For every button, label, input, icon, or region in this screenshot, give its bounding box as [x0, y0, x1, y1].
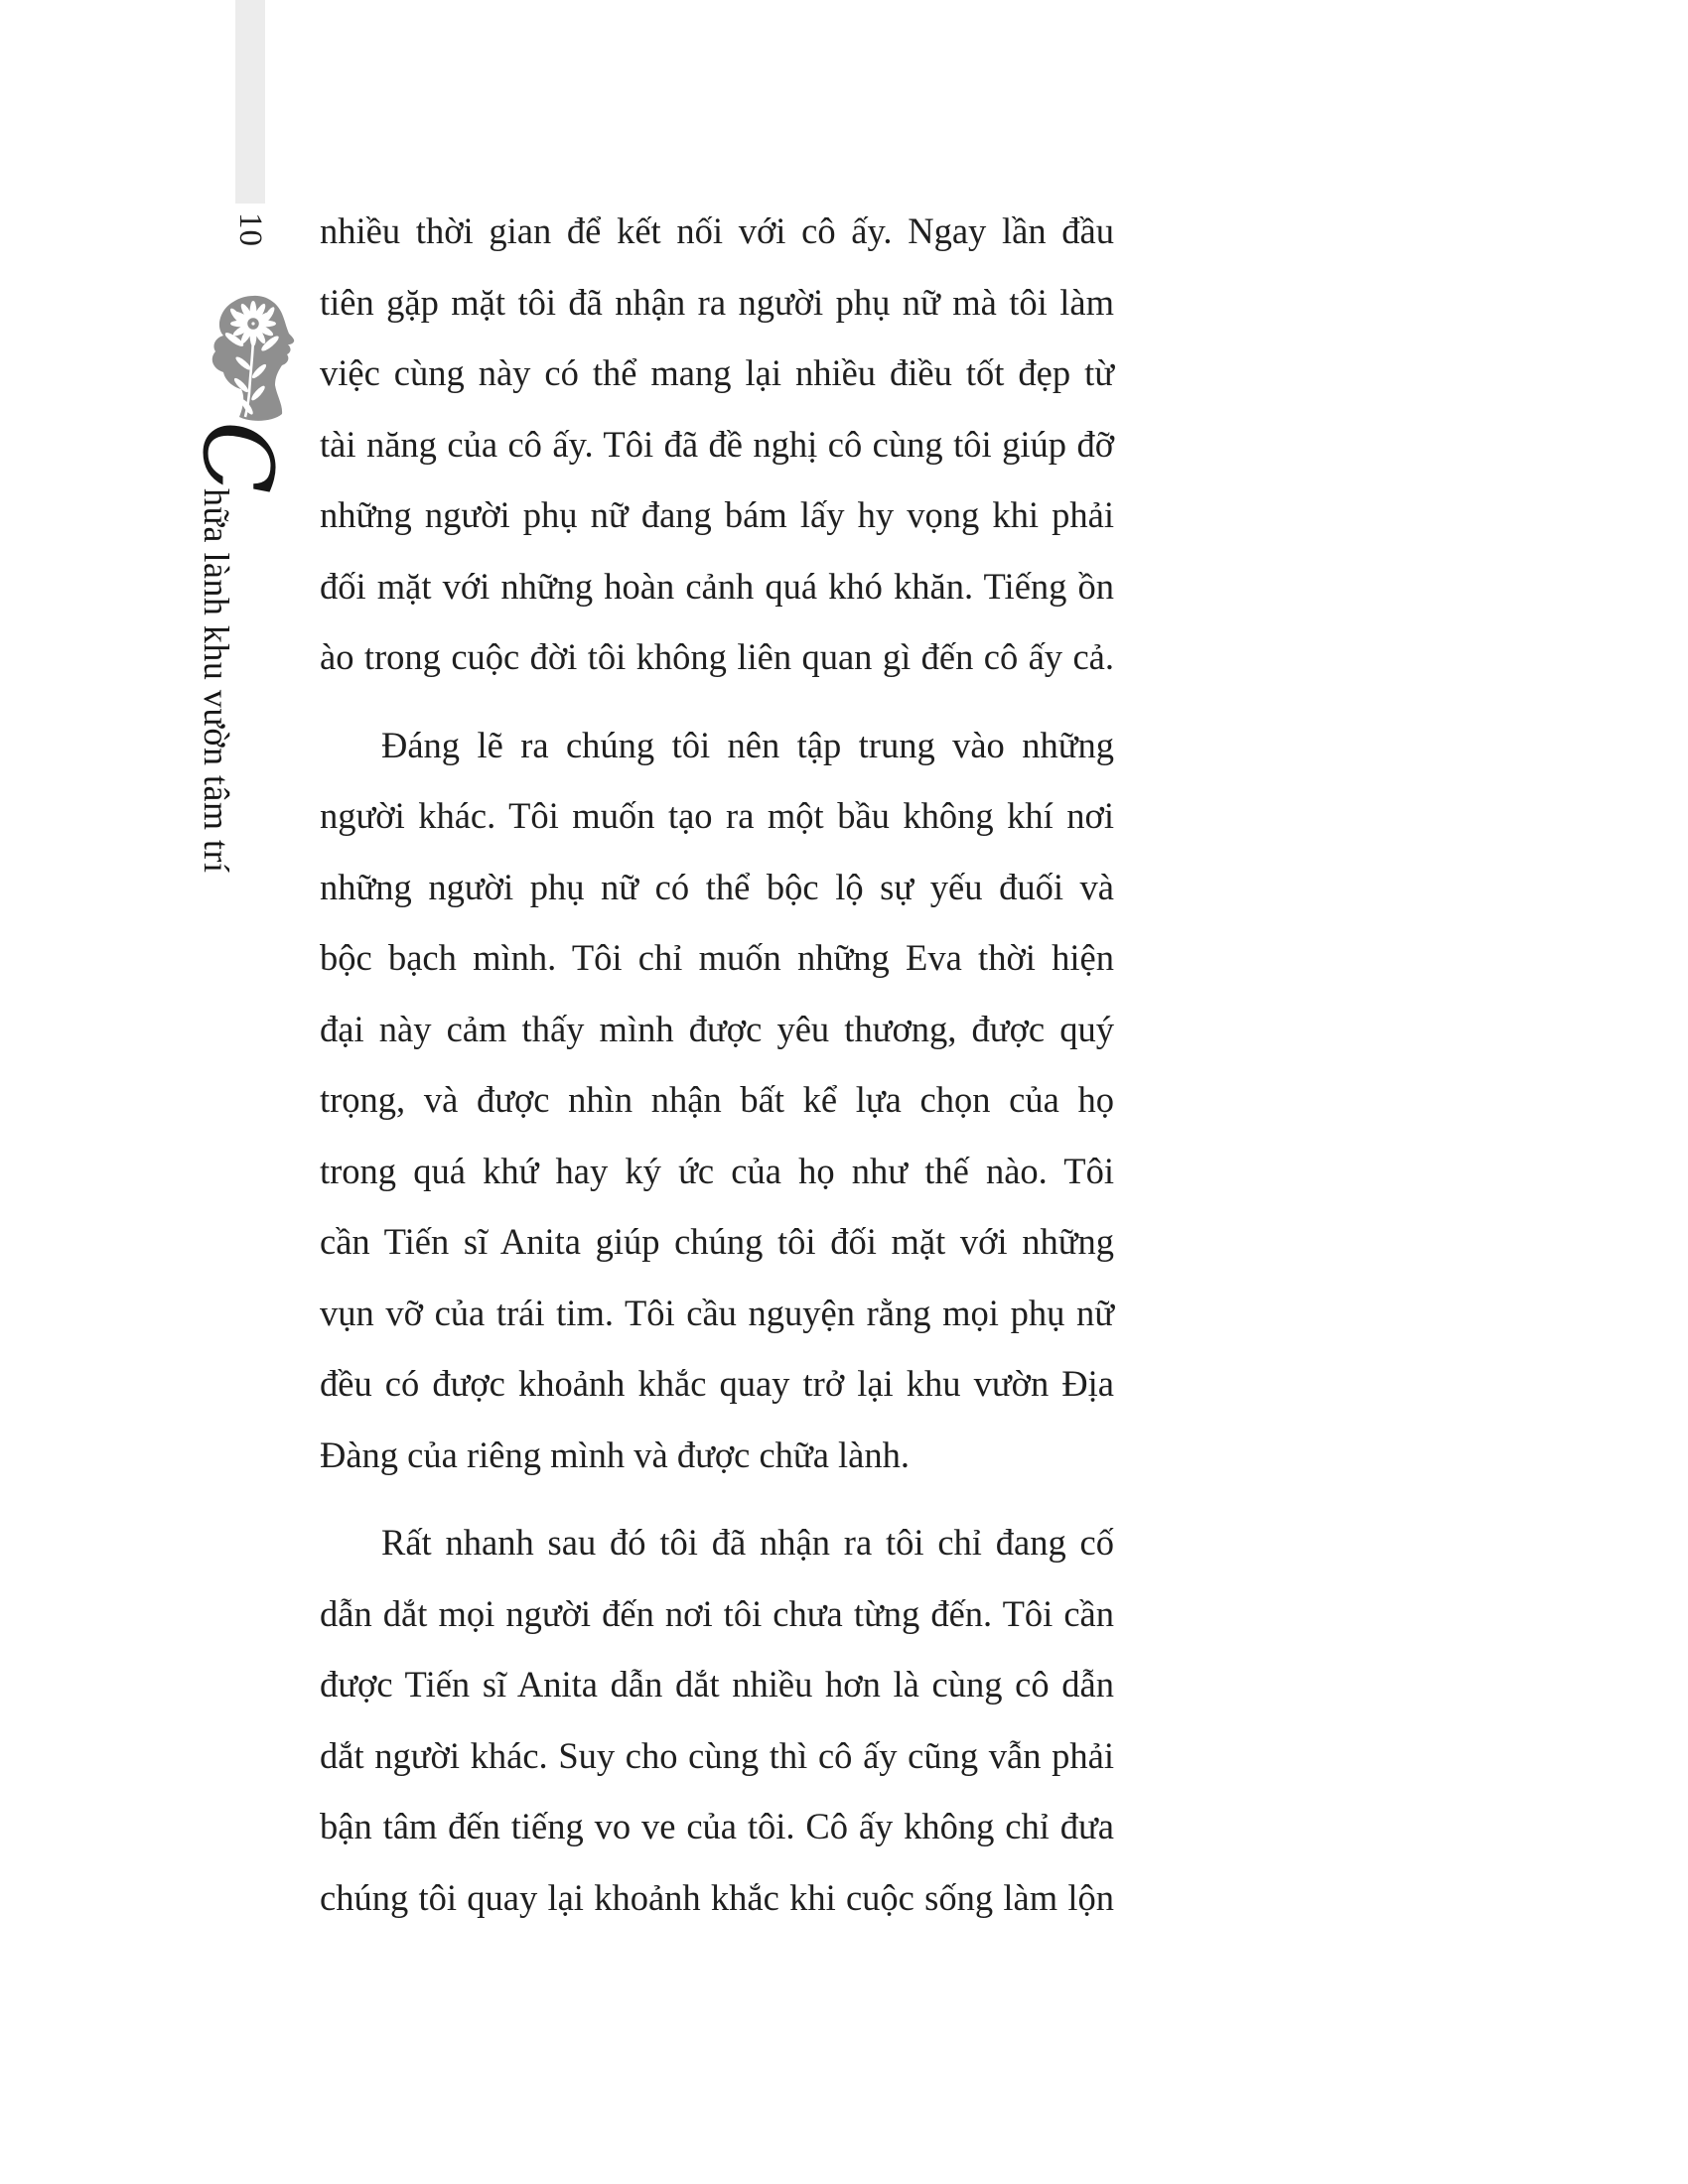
text-line: Rất nhanh sau đó tôi đã nhận ra tôi chỉ đang cố	[381, 1522, 1114, 1563]
book-title-vertical	[182, 421, 293, 874]
page-number: 10	[232, 212, 268, 247]
text-line: cần Tiến sĩ Anita giúp chúng tôi đối mặt với những	[320, 1221, 1114, 1262]
text-line: ào trong cuộc đời tôi không liên quan gì đến cô ấy cả.	[320, 636, 1114, 677]
body-text	[320, 196, 1114, 1933]
text-line: người khác. Tôi muốn tạo ra một bầu không khí nơi	[320, 795, 1114, 836]
paragraph	[320, 196, 1114, 693]
text-line: Đàng của riêng mình và được chữa lành.	[320, 1433, 910, 1475]
paragraph	[320, 1507, 1114, 1933]
text-line: dẫn dắt mọi người đến nơi tôi chưa từng đến. Tôi cần	[320, 1592, 1114, 1634]
text-line: trọng, và được nhìn nhận bất kể lựa chọn của họ	[320, 1079, 1114, 1120]
book-title-initial: C	[182, 421, 293, 494]
text-line: những người phụ nữ đang bám lấy hy vọng khi phải	[320, 494, 1114, 535]
paragraph	[320, 710, 1114, 1491]
text-line: đối mặt với những hoàn cảnh quá khó khăn. Tiếng ồn	[320, 565, 1114, 607]
woman-head-flower-logo-icon	[204, 294, 299, 428]
text-line: đều có được khoảnh khắc quay trở lại khu vườn Địa	[320, 1363, 1114, 1404]
book-title-rest: hữa lành khu vườn tâm trí	[197, 487, 236, 874]
text-line: bận tâm đến tiếng vo ve của tôi. Cô ấy không chỉ đưa	[320, 1806, 1114, 1846]
text-line: chúng tôi quay lại khoảnh khắc khi cuộc sống làm lộn	[320, 1876, 1114, 1918]
margin-accent-bar	[235, 0, 265, 204]
text-line: bộc bạch mình. Tôi chỉ muốn những Eva thời hiện	[320, 937, 1114, 978]
text-line: tài năng của cô ấy. Tôi đã đề nghị cô cùng tôi giúp đỡ	[320, 423, 1114, 465]
text-line: vụn vỡ của trái tim. Tôi cầu nguyện rằng mọi phụ nữ	[320, 1292, 1114, 1333]
text-line: việc cùng này có thể mang lại nhiều điều tốt đẹp từ	[320, 352, 1114, 393]
text-line: tiên gặp mặt tôi đã nhận ra người phụ nữ mà tôi làm	[320, 281, 1114, 323]
text-line: dắt người khác. Suy cho cùng thì cô ấy cũng vẫn phải	[320, 1734, 1114, 1776]
text-line: đại này cảm thấy mình được yêu thương, được quý	[320, 1008, 1114, 1049]
text-line: trong quá khứ hay ký ức của họ như thế nào. Tôi	[320, 1150, 1114, 1191]
text-line: Đáng lẽ ra chúng tôi nên tập trung vào những	[381, 724, 1114, 765]
text-line: được Tiến sĩ Anita dẫn dắt nhiều hơn là cùng cô dẫn	[320, 1664, 1114, 1705]
text-line: những người phụ nữ có thể bộc lộ sự yếu đuối và	[320, 866, 1114, 907]
text-line: nhiều thời gian để kết nối với cô ấy. Ngay lần đầu	[320, 210, 1114, 251]
